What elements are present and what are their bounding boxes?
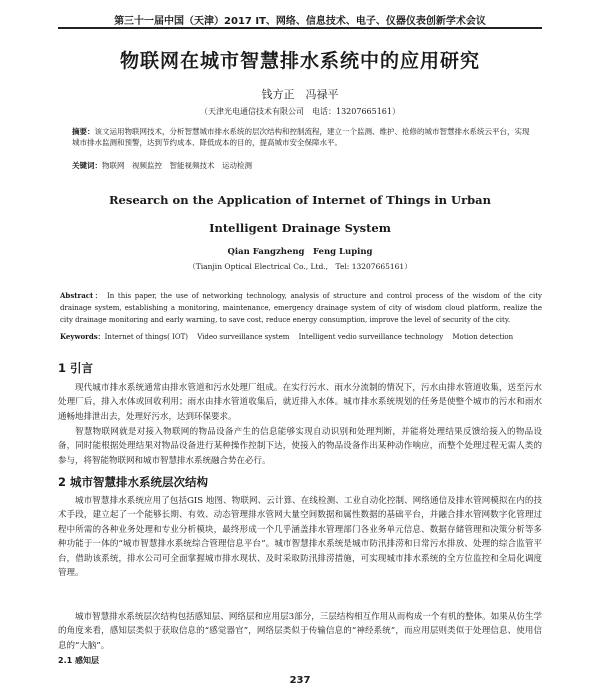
section-1-paragraph-2: 智慧物联网就是对接入物联网的物品设备产生的信息能够实现自动识别和处理判断，并能将处理结果反馈给接入的物品设备，同时能根据处理结果对物品设备进行某种操作控制下达，使接入的物品设备作出某种动作响应，而整个处理过程无需人类的参与，将智能物联网和城市智慧排水系统融合势在必行。 [58,427,542,466]
chinese-authors: 钱方正 冯禄平 [261,88,339,101]
chinese-keywords-label: 关键词： [72,161,102,170]
section-2-heading: 2 城市智慧排水系统层次结构 [58,475,209,489]
english-keywords-text: Internet of things( IOT) Video surveillance system Intelligent vedio surveillance technology Motion detection [104,333,514,341]
english-keywords [60,331,542,343]
page-number: 237 [289,675,311,686]
english-abstract [60,290,542,326]
english-abstract-label: Abstract： [60,291,104,300]
english-abstract-text: In this paper, the use of networking technology, analysis of structure and control process of the wisdom of the city drainage system, establishing a monitoring, maintenance, emergency drainage system of city of wisdom cloud platform, realize the city drainage monitoring and early warning, to save cost, reduce energy consumption, improve the level of security of the city. [60,292,542,324]
chinese-keywords [72,160,534,171]
section-2-1-heading: 2.1 感知层 [58,656,99,665]
english-title-line2: Intelligent Drainage System [209,221,391,235]
english-keywords-label: Keywords： [60,332,105,341]
section-2-paragraph-2: 城市智慧排水系统层次结构包括感知层、网络层和应用层3部分，三层结构相互作用从而构成一个有机的整体。如果从仿生学的角度来看，感知层类似于获取信息的“感觉器官”，网络层类似于传输信息的“神经系统”，而应用层则类似于处理信息、使用信息的“大脑”。 [58,612,542,651]
running-head: 第三十一届中国（天津）2017 IT、网络、信息技术、电子、仪器仪表创新学术会议 [114,16,486,27]
chinese-keywords-text: 物联网 视频监控 智能视频技术 运动检测 [102,161,252,170]
chinese-abstract-label: 摘要： [72,127,95,136]
english-title-line1: Research on the Application of Internet of Things in Urban [109,193,491,207]
chinese-affiliation: （天津光电通信技术有限公司 电话：13207665161） [200,107,400,116]
header-rule [58,27,542,29]
english-authors: Qian Fangzheng Feng Luping [227,247,373,257]
english-affiliation: （Tianjin Optical Electrical Co., Ltd., Tel: 13207665161） [188,262,412,271]
section-2-paragraph-1: 城市智慧排水系统应用了包括GIS 地图、物联网、云计算、在线检测、工业自动化控制、网络通信及排水管网模拟在内的技术手段，建立起了一个能够长期、有效、动态管理排水管网大量空间数据和属性数据的基础平台，并融合排水管网数字化管理过程中所需的各种业务处理和专业分析模块，最终形成一个几乎涵盖排水管理部门各业务单元信息、数据存储管理和决策分析等多种功能于一体的“城市智慧排水系统综合管理信息平台”。城市智慧排水系统是城市防汛排涝和日常污水排放、处理的综合监管平台，借助该系统，排水公司可全面掌握城市排水现状、及时采取防汛排涝措施，可实现城市排水系统的全方位监控和全局化调度管理。 [58,496,542,579]
section-1-heading: 1 引言 [58,361,94,375]
chinese-abstract-text: 该文运用物联网技术，分析智慧城市排水系统的层次结构和控制流程，建立一个监测、维护、抢修的城市智慧排水系统云平台，实现城市排水监测和预警，达到节约成本、降低成本的目的，提高城市安全保障水平。 [72,127,530,147]
section-1-paragraph-1: 现代城市排水系统通常由排水管道和污水处理厂组成。在实行污水、雨水分流制的情况下，污水由排水管道收集，送至污水处理厂后，排入水体或回收利用；雨水由排水管道收集后，就近排入水体。城市排水系统规划的任务是使整个城市的污水和雨水通畅地排泄出去，处理好污水，达到环保要求。 [58,383,542,422]
chinese-abstract [72,126,534,148]
chinese-title: 物联网在城市智慧排水系统中的应用研究 [119,50,480,72]
